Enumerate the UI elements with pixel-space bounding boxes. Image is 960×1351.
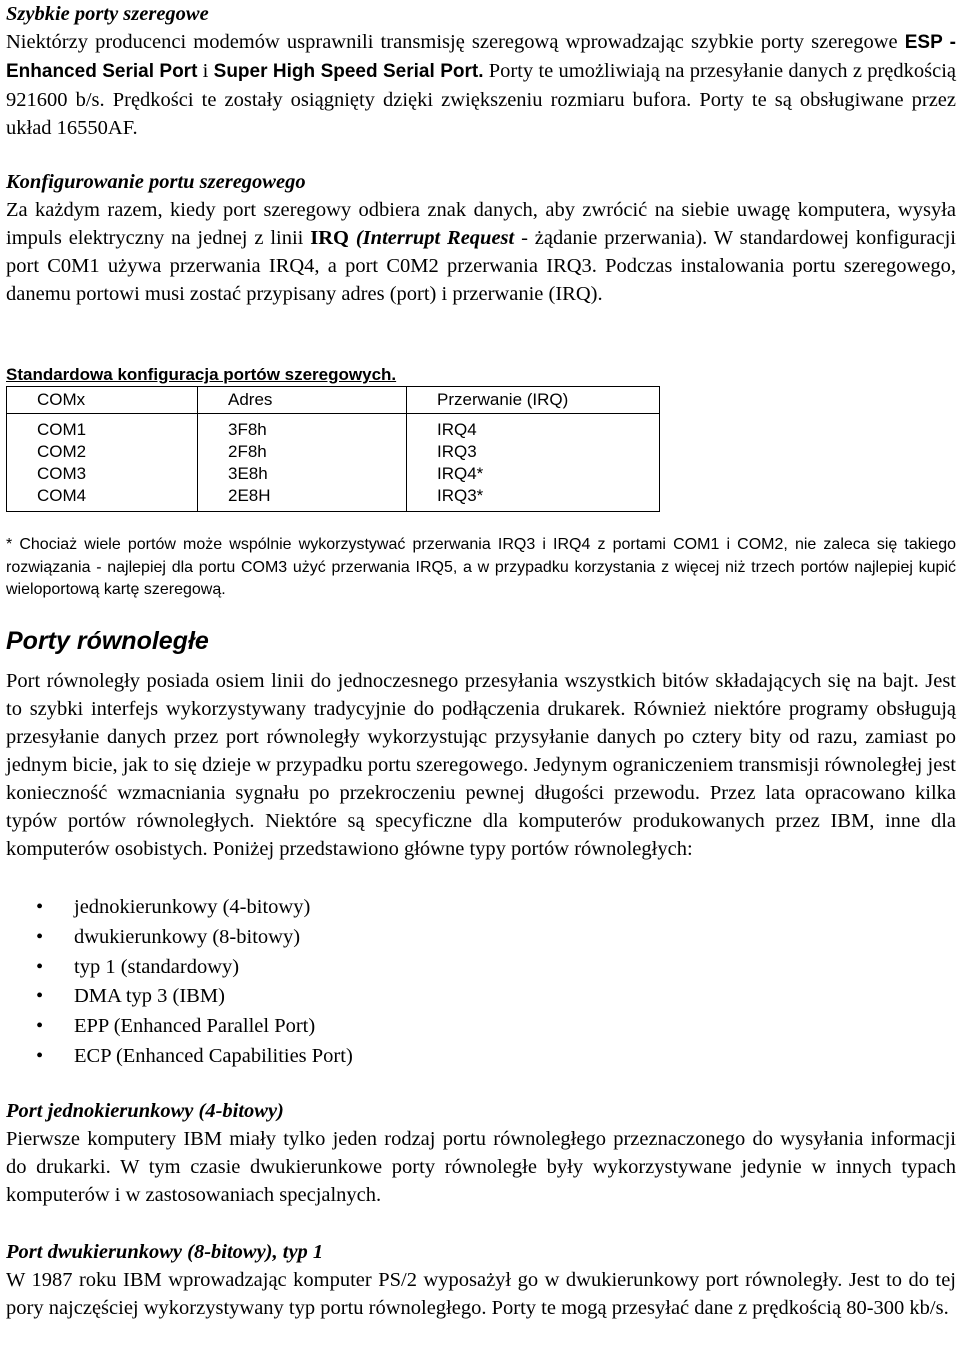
list-item	[36, 1042, 353, 1072]
section-parallel-ports	[6, 667, 956, 863]
section-heading: Szybkie porty szeregowe	[6, 3, 209, 25]
text-run: Niektórzy producenci modemów usprawnili transmisję szeregową wprowadzając szybkie porty szeregowe	[6, 31, 905, 53]
table-cell: IRQ3	[407, 441, 660, 463]
text-run: - żądanie przerwania). W standardowej konfiguracji port C0M1 używa przerwania IRQ4, a port C0M2 przerwania IRQ3. Podczas instalowania portu szeregowego, danemu portowi musi zostać przypisany adres (port) i przerwanie (IRQ).	[6, 227, 956, 305]
text-run: Porty te umożliwiają na przesyłanie danych z prędkością 921600 b/s. Prędkości te zostały osiągnięty dzięki zwiększeniu rozmiaru bufora. Porty te są obsługiwane przez układ 16550AF.	[6, 60, 956, 139]
parallel-port-types-list	[36, 893, 353, 1072]
text-run	[349, 227, 356, 249]
bullet-icon: •	[36, 1015, 44, 1038]
table-cell: COM2	[7, 441, 198, 463]
section-paragraph: Pierwsze komputery IBM miały tylko jeden rodzaj portu równoległego przeznaczonego do wysyłania informacji do drukarki. W tym czasie dwukierunkowe porty równoległe były wykorzystywane jedynie w innych typach komputerów i w zastosowaniach specjalnych.	[6, 1128, 956, 1206]
section-paragraph	[6, 196, 956, 308]
bold-term-esp: ESP - Enhanced Serial Port	[6, 32, 956, 82]
bullet-icon: •	[36, 925, 44, 948]
list-item	[36, 953, 353, 983]
list-item-label: EPP (Enhanced Parallel Port)	[74, 1015, 316, 1038]
table-footnote: * Chociaż wiele portów może wspólnie wykorzystywać przerwania IRQ3 i IRQ4 z portami COM1 i COM2, nie zaleca się takiego rozwiązania - najlepiej dla portu COM3 użyć przerwania IRQ5, a w przypadku korzystania z więcej niż trzech portów najlepiej kupić wieloportową kartę szeregową.	[6, 536, 956, 598]
list-item	[36, 982, 353, 1012]
section-heading: Konfigurowanie portu szeregowego	[6, 171, 306, 193]
bullet-icon: •	[36, 955, 44, 978]
list-item-label: jednokierunkowy (4-bitowy)	[74, 896, 311, 918]
column-header: COMx	[7, 387, 198, 414]
table-cell: IRQ3*	[407, 485, 660, 512]
bold-term-super-high-speed: Super High Speed Serial Port.	[213, 61, 484, 82]
table-cell: 2F8h	[198, 441, 407, 463]
section-serial-port-config	[6, 168, 956, 308]
table-header-row	[7, 387, 660, 414]
column-header: Adres	[198, 387, 407, 414]
bullet-icon: •	[36, 896, 44, 918]
bullet-icon: •	[36, 985, 44, 1008]
table-row	[7, 463, 660, 485]
table-cell: 2E8H	[198, 485, 407, 512]
section-heading: Port jednokierunkowy (4-bitowy)	[6, 1100, 284, 1122]
list-item-label: DMA typ 3 (IBM)	[74, 985, 225, 1008]
list-item-label: typ 1 (standardowy)	[74, 955, 240, 978]
table-cell: COM3	[7, 463, 198, 485]
table-cell: IRQ4*	[407, 463, 660, 485]
table-cell: IRQ4	[407, 414, 660, 442]
text-run: i	[197, 60, 214, 82]
list-item	[36, 893, 353, 923]
table-cell: 3F8h	[198, 414, 407, 442]
table-row	[7, 414, 660, 442]
chapter-heading: Porty równoległe	[6, 627, 209, 655]
list-item-label: dwukierunkowy (8-bitowy)	[74, 925, 301, 948]
table-cell: COM4	[7, 485, 198, 512]
list-item	[36, 1012, 353, 1042]
serial-ports-table	[6, 386, 660, 512]
section-paragraph	[6, 28, 956, 142]
bold-italic-term-interrupt-request: (Interrupt Request	[355, 227, 515, 249]
column-header: Przerwanie (IRQ)	[407, 387, 660, 414]
table-cell: 3E8h	[198, 463, 407, 485]
section-fast-serial-ports	[6, 0, 956, 142]
section-paragraph: W 1987 roku IBM wprowadzając komputer PS/2 wyposażył go w dwukierunkowy port równoległy. Jest to do tej pory najczęściej wykorzystywany typ portu równoległego. Porty te mogą przesyłać dane z prędkością 80-300 kb/s.	[6, 1269, 956, 1319]
table-cell: COM1	[7, 414, 198, 442]
list-item	[36, 923, 353, 953]
bold-term-irq: IRQ	[310, 227, 349, 249]
table-title: Standardowa konfiguracja portów szeregowych.	[6, 365, 397, 384]
text-run: Za każdym razem, kiedy port szeregowy odbiera znak danych, aby zwrócić na siebie uwagę komputera, wysyła impuls elektryczny na jednej z linii	[6, 199, 956, 249]
table-row	[7, 441, 660, 463]
bullet-icon: •	[36, 1044, 44, 1067]
list-item-label: ECP (Enhanced Capabilities Port)	[74, 1044, 353, 1067]
section-bidirectional-port	[6, 1238, 956, 1322]
section-heading: Port dwukierunkowy (8-bitowy), typ 1	[6, 1241, 324, 1263]
section-paragraph: Port równoległy posiada osiem linii do jednoczesnego przesyłania wszystkich bitów składających się na bajt. Jest to szybki interfejs wykorzystywany tradycyjnie do podłączenia drukarek. Również niektóre programy obsługują przesyłanie danych przez port równoległy wykorzystując przysyłanie danych po cztery bity od razu, zamiast po jednym bicie, jak to się dzieje w przypadku portu szeregowego. Jedynym ograniczeniem transmisji równoległej jest konieczność wzmacniania sygnału po przekroczeniu pewnej długości przewodu. Przez lata opracowano kilka typów portów równoległych. Niektóre są specyficzne dla komputerów produkowanych przez IBM, inne dla komputerów osobistych. Poniżej przedstawiono główne typy portów równoległych:	[6, 670, 956, 860]
section-unidirectional-port	[6, 1097, 956, 1209]
table-row	[7, 485, 660, 512]
